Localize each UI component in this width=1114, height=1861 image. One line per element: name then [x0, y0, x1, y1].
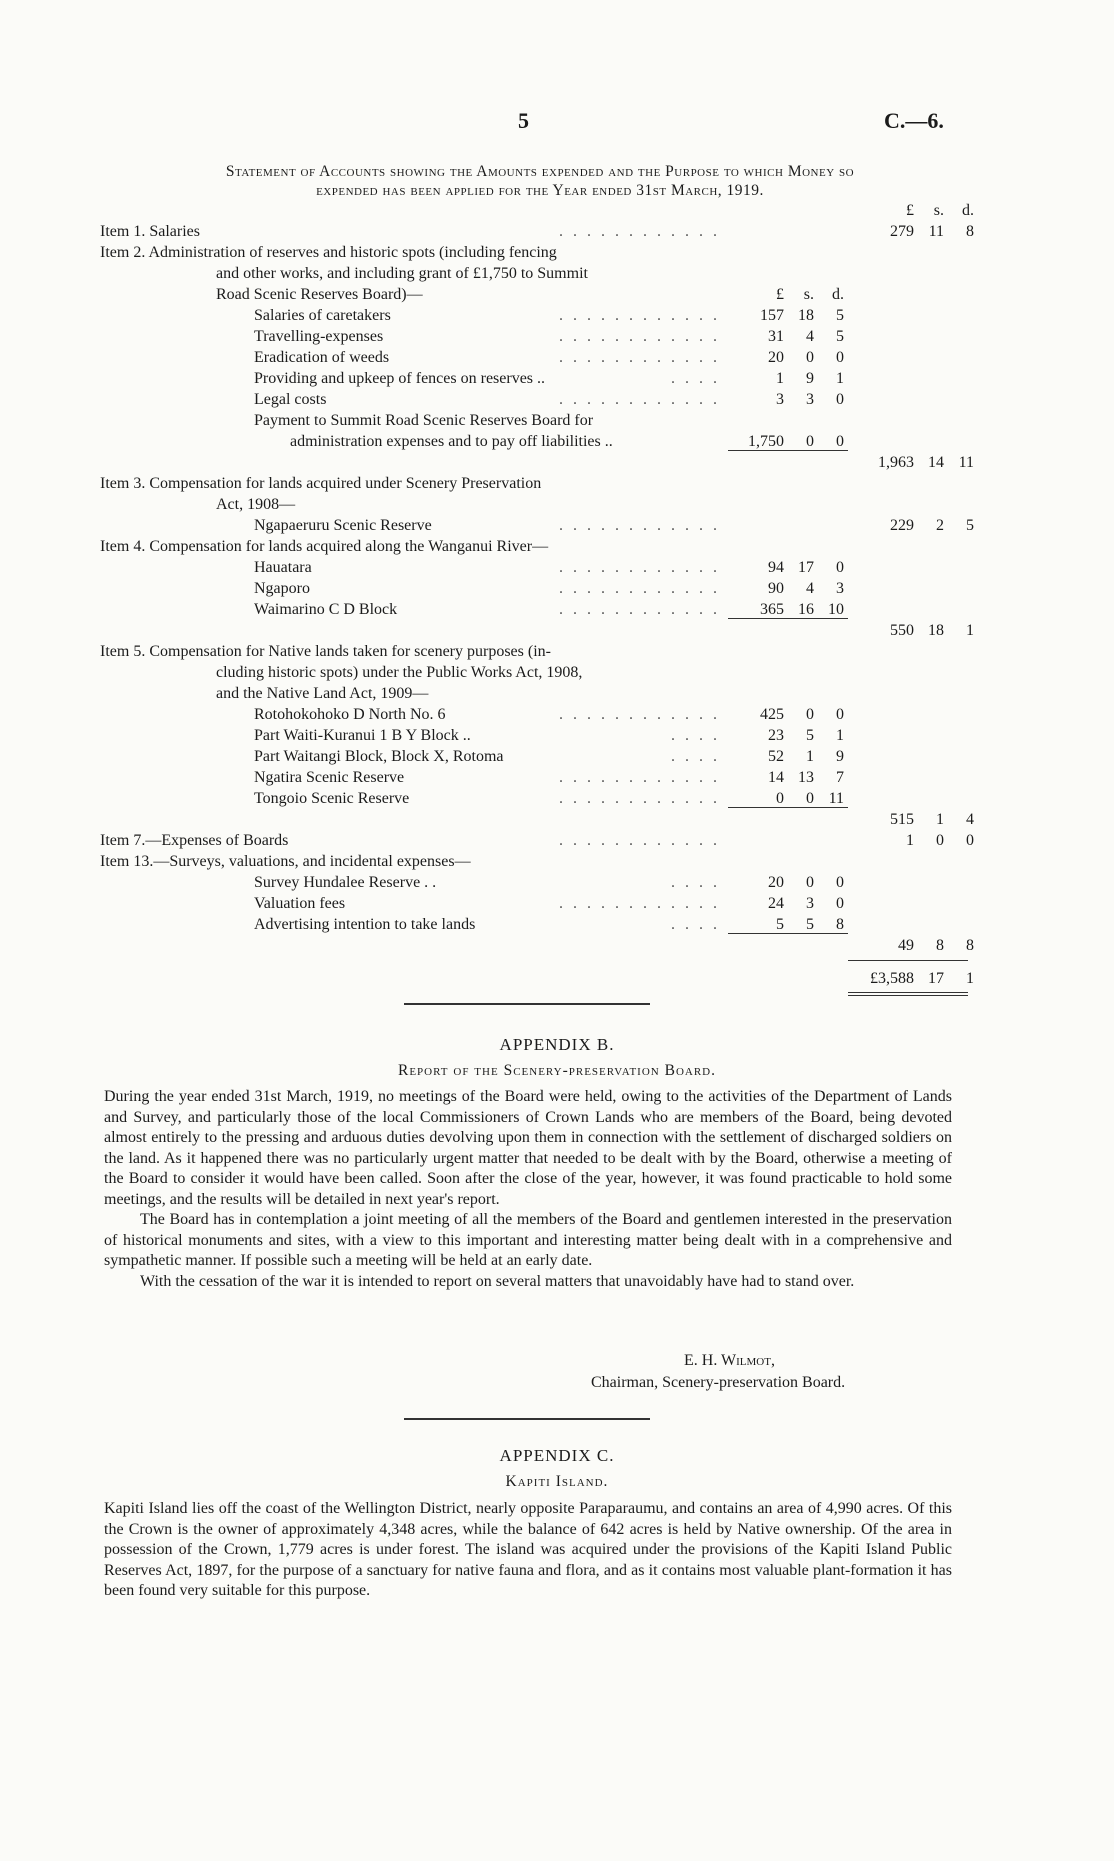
item-total-pounds: 1: [906, 832, 914, 849]
statement-title-line-1: Statement of Accounts showing the Amounts expended and the Purpose to which Money so: [225, 163, 855, 180]
sub-amount-pence: 1: [836, 727, 844, 744]
account-line: [0, 914, 1114, 935]
account-line: [0, 683, 1114, 704]
dot-leader: . . . . . . . . . . . .: [559, 769, 720, 786]
grand-total-pounds: £3,588: [870, 970, 914, 987]
sub-amount-shillings: 0: [806, 706, 814, 723]
account-line: [0, 494, 1114, 515]
sub-amount-shillings: 3: [806, 895, 814, 912]
account-line-label: Ngaporo: [254, 580, 310, 597]
sub-amount-pounds: 1,750: [748, 433, 784, 450]
account-line-label: Item 7.—Expenses of Boards: [100, 832, 289, 849]
sub-amount-shillings: 3: [806, 391, 814, 408]
document-code: C.—6.: [884, 108, 944, 133]
account-line: [0, 284, 1114, 305]
column-headings-right: [0, 200, 1114, 221]
account-line: [0, 431, 1114, 452]
account-line: [0, 893, 1114, 914]
account-line: [0, 578, 1114, 599]
sub-amount-shillings: 1: [806, 748, 814, 765]
sub-amount-pence: 0: [836, 559, 844, 576]
sub-amount-pence: 0: [836, 895, 844, 912]
sub-amount-pounds: 24: [768, 895, 784, 912]
account-line-label: Item 5. Compensation for Native lands taken for scenery purposes (in-: [100, 643, 551, 660]
sub-amount-pounds: 425: [760, 706, 784, 723]
dot-leader: . . . .: [671, 916, 720, 933]
item-total-pounds: 515: [890, 811, 914, 828]
subtotal-rule: [728, 807, 848, 808]
appendix-c-heading: APPENDIX C.: [499, 1446, 615, 1465]
dot-leader: . . . . . . . . . . . .: [559, 223, 720, 240]
account-line-label: Item 1. Salaries: [100, 223, 200, 240]
account-line: [0, 221, 1114, 242]
sub-amount-pence: 7: [836, 769, 844, 786]
account-line-label: Salaries of caretakers: [254, 307, 391, 324]
account-line: [0, 599, 1114, 620]
account-line: [0, 536, 1114, 557]
sub-amount-shillings: 5: [806, 916, 814, 933]
account-line-label: Item 13.—Surveys, valuations, and incidental expenses—: [100, 853, 471, 870]
shillings-heading: s.: [933, 202, 944, 219]
appendix-b-paragraph-1: During the year ended 31st March, 1919, no meetings of the Board were held, owing to the activities of the Department of Lands and Survey, and particularly those of the local Commissioners of Crown Lands who are members of the Board, being devoted almost entirely to the pressing and arduous duties devolving upon them in connection with the settlement of discharged soldiers on the land. As it happened there was no particularly urgent matter that needed to be dealt with by the Board, otherwise a meeting of the Board to consider it would have been called. Soon after the close of the year, however, it was found practicable to hold some meetings, and the results will be detailed in next year's report.: [104, 1088, 952, 1208]
item-total-pence: 0: [966, 832, 974, 849]
item-total-pence: 11: [958, 454, 974, 471]
appendix-c-subheading: Kapiti Island.: [505, 1473, 609, 1490]
sub-column-heading-pounds: £: [776, 286, 784, 303]
dot-leader: . . . .: [671, 748, 720, 765]
dot-leader: . . . . . . . . . . . .: [559, 307, 720, 324]
sub-amount-pounds: 31: [768, 328, 784, 345]
sub-amount-pounds: 3: [776, 391, 784, 408]
account-line-label: Survey Hundalee Reserve . .: [254, 874, 437, 891]
sub-amount-shillings: 17: [798, 559, 814, 576]
sub-amount-shillings: 9: [806, 370, 814, 387]
account-line: [0, 788, 1114, 809]
sub-amount-pounds: 157: [760, 307, 784, 324]
sub-amount-pounds: 94: [768, 559, 784, 576]
account-line: [0, 767, 1114, 788]
account-line: [0, 641, 1114, 662]
account-line: [0, 326, 1114, 347]
sub-amount-shillings: 0: [806, 790, 814, 807]
account-line: [0, 305, 1114, 326]
sub-amount-pounds: 14: [768, 769, 784, 786]
account-line: [0, 746, 1114, 767]
account-line: [0, 809, 1114, 830]
dot-leader: . . . . . . . . . . . .: [559, 601, 720, 618]
section-divider: [404, 1003, 650, 1005]
account-line: [0, 725, 1114, 746]
account-line-label: Item 4. Compensation for lands acquired along the Wanganui River—: [100, 538, 549, 555]
item-total-pence: 8: [966, 223, 974, 240]
dot-leader: . . . . . . . . . . . .: [559, 517, 720, 534]
item-total-pounds: 550: [890, 622, 914, 639]
total-rule: [848, 960, 968, 961]
account-line-label: Tongoio Scenic Reserve: [254, 790, 410, 807]
account-line: [0, 557, 1114, 578]
dot-leader: . . . . . . . . . . . .: [559, 706, 720, 723]
account-line-label: Payment to Summit Road Scenic Reserves Board for: [254, 412, 594, 429]
sub-amount-shillings: 0: [806, 433, 814, 450]
item-total-pounds: 1,963: [878, 454, 914, 471]
item-total-pounds: 49: [898, 937, 914, 954]
sub-amount-pence: 9: [836, 748, 844, 765]
account-line: [0, 851, 1114, 872]
sub-column-heading-shillings: s.: [803, 286, 814, 303]
account-line-label: Act, 1908—: [216, 496, 296, 513]
account-line-label: administration expenses and to pay off liabilities ..: [290, 433, 613, 450]
appendix-c-paragraph: Kapiti Island lies off the coast of the Wellington District, nearly opposite Paraparaumu, and contains an area of 4,990 acres. Of this the Crown is the owner of approximately 4,348 acres, while the balance of 642 acres is held by Native ownership. Of the area in possession of the Crown, 1,779 acres is under forest. The island was acquired under the provisions of the Kapiti Island Public Reserves Act, 1897, for the purpose of a sanctuary for native fauna and flora, and as it contains most valuable plant-formation it has been found very suitable for this purpose.: [104, 1500, 952, 1599]
account-line-label: Providing and upkeep of fences on reserves ..: [254, 370, 546, 387]
account-line: [0, 347, 1114, 368]
subtotal-rule: [728, 933, 848, 934]
sub-amount-pounds: 365: [760, 601, 784, 618]
item-total-pence: 5: [966, 517, 974, 534]
item-total-pence: 8: [966, 937, 974, 954]
sub-amount-pence: 0: [836, 706, 844, 723]
sub-amount-pence: 10: [828, 601, 844, 618]
account-line: [0, 410, 1114, 431]
account-line: [0, 830, 1114, 851]
account-line: [0, 515, 1114, 536]
pence-heading: d.: [962, 202, 974, 219]
subtotal-rule: [728, 450, 848, 451]
dot-leader: . . . .: [671, 727, 720, 744]
account-line: [0, 242, 1114, 263]
account-line-label: Rotohokohoko D North No. 6: [254, 706, 446, 723]
section-divider: [404, 1418, 650, 1420]
account-line-label: Hauatara: [254, 559, 312, 576]
item-total-pounds: 279: [890, 223, 914, 240]
appendix-b-paragraph-2: The Board has in contemplation a joint meeting of all the members of the Board and gentlemen interested in the preservation of historical monuments and sites, with a view to this important and interesting matter being dealt with in a comprehensive and sympathetic manner. If possible such a meeting will be held at an early date.: [104, 1211, 952, 1269]
sub-amount-pence: 0: [836, 391, 844, 408]
item-total-shillings: 2: [936, 517, 944, 534]
signature-title: Chairman, Scenery-preservation Board.: [591, 1374, 846, 1391]
sub-amount-pence: 1: [836, 370, 844, 387]
sub-amount-pence: 0: [836, 349, 844, 366]
account-line: [0, 620, 1114, 641]
dot-leader: . . . . . . . . . . . .: [559, 895, 720, 912]
sub-amount-pounds: 23: [768, 727, 784, 744]
sub-amount-pounds: 1: [776, 370, 784, 387]
sub-amount-shillings: 16: [798, 601, 814, 618]
statement-title-line-2: expended has been applied for the Year ended 31st March, 1919.: [316, 182, 764, 199]
dot-leader: . . . .: [671, 874, 720, 891]
page-number: 5: [518, 108, 529, 133]
dot-leader: . . . . . . . . . . . .: [559, 328, 720, 345]
account-line-label: Road Scenic Reserves Board)—: [216, 286, 423, 303]
sub-amount-pounds: 5: [776, 916, 784, 933]
appendix-b-heading: APPENDIX B.: [499, 1035, 615, 1054]
account-line: [0, 473, 1114, 494]
appendix-b-body: [104, 1087, 952, 1292]
account-line: [0, 872, 1114, 893]
dot-leader: . . . . . . . . . . . .: [559, 580, 720, 597]
double-underline: [848, 992, 968, 993]
sub-amount-shillings: 0: [806, 349, 814, 366]
signature-name: E. H. Wilmot,: [684, 1352, 775, 1369]
sub-amount-pounds: 52: [768, 748, 784, 765]
dot-leader: . . . . . . . . . . . .: [559, 391, 720, 408]
grand-total-shillings: 17: [928, 970, 944, 987]
account-line: [0, 704, 1114, 725]
account-line-label: Item 2. Administration of reserves and historic spots (including fencing: [100, 244, 557, 261]
pounds-heading: £: [906, 202, 914, 219]
sub-amount-pence: 0: [836, 874, 844, 891]
sub-amount-pounds: 90: [768, 580, 784, 597]
grand-total-pence: 1: [966, 970, 974, 987]
sub-amount-pounds: 0: [776, 790, 784, 807]
account-line-label: Eradication of weeds: [254, 349, 390, 366]
subtotal-rule: [728, 618, 848, 619]
account-line: [0, 935, 1114, 956]
account-line: [0, 263, 1114, 284]
account-line-label: Waimarino C D Block: [254, 601, 398, 618]
sub-amount-shillings: 13: [798, 769, 814, 786]
account-line: [0, 452, 1114, 473]
item-total-shillings: 1: [936, 811, 944, 828]
item-total-pence: 1: [966, 622, 974, 639]
appendix-b-subheading: Report of the Scenery-preservation Board.: [397, 1062, 716, 1079]
sub-amount-pence: 5: [836, 307, 844, 324]
sub-amount-shillings: 18: [798, 307, 814, 324]
item-total-shillings: 18: [928, 622, 944, 639]
sub-amount-shillings: 5: [806, 727, 814, 744]
dot-leader: . . . . . . . . . . . .: [559, 559, 720, 576]
item-total-shillings: 14: [928, 454, 944, 471]
item-total-shillings: 0: [936, 832, 944, 849]
account-line: [0, 662, 1114, 683]
sub-amount-pounds: 20: [768, 874, 784, 891]
dot-leader: . . . . . . . . . . . .: [559, 349, 720, 366]
item-total-shillings: 11: [928, 223, 944, 240]
sub-amount-pence: 0: [836, 433, 844, 450]
account-line-label: Valuation fees: [254, 895, 346, 912]
sub-amount-pounds: 20: [768, 349, 784, 366]
dot-leader: . . . . . . . . . . . .: [559, 832, 720, 849]
account-line: [0, 368, 1114, 389]
grand-total-line: [0, 968, 1114, 989]
item-total-pence: 4: [966, 811, 974, 828]
sub-amount-pence: 3: [836, 580, 844, 597]
account-line-label: Part Waitangi Block, Block X, Rotoma: [254, 748, 504, 765]
account-line-label: and other works, and including grant of £1,750 to Summit: [216, 265, 588, 282]
sub-amount-pence: 8: [836, 916, 844, 933]
account-line-label: Ngatira Scenic Reserve: [254, 769, 405, 786]
item-total-pounds: 229: [890, 517, 914, 534]
account-line-label: Travelling-expenses: [254, 328, 384, 345]
account-line-label: Ngapaeruru Scenic Reserve: [254, 517, 432, 534]
sub-column-heading-pence: d.: [832, 286, 844, 303]
sub-amount-shillings: 4: [806, 328, 814, 345]
appendix-b-paragraph-3: With the cessation of the war it is intended to report on several matters that unavoidably have had to stand over.: [140, 1272, 855, 1290]
double-underline: [848, 995, 968, 996]
dot-leader: . . . . . . . . . . . .: [559, 790, 720, 807]
account-line-label: cluding historic spots) under the Public Works Act, 1908,: [216, 664, 583, 681]
account-line: [0, 389, 1114, 410]
appendix-c-body: [104, 1499, 952, 1602]
sub-amount-shillings: 4: [806, 580, 814, 597]
account-line-label: Item 3. Compensation for lands acquired under Scenery Preservation: [100, 475, 542, 492]
account-line-label: and the Native Land Act, 1909—: [216, 685, 429, 702]
sub-amount-pence: 5: [836, 328, 844, 345]
sub-amount-pence: 11: [828, 790, 844, 807]
account-line-label: Advertising intention to take lands: [254, 916, 476, 933]
account-line-label: Part Waiti-Kuranui 1 B Y Block ..: [254, 727, 471, 744]
dot-leader: . . . .: [671, 370, 720, 387]
account-line-label: Legal costs: [254, 391, 327, 408]
sub-amount-shillings: 0: [806, 874, 814, 891]
item-total-shillings: 8: [936, 937, 944, 954]
